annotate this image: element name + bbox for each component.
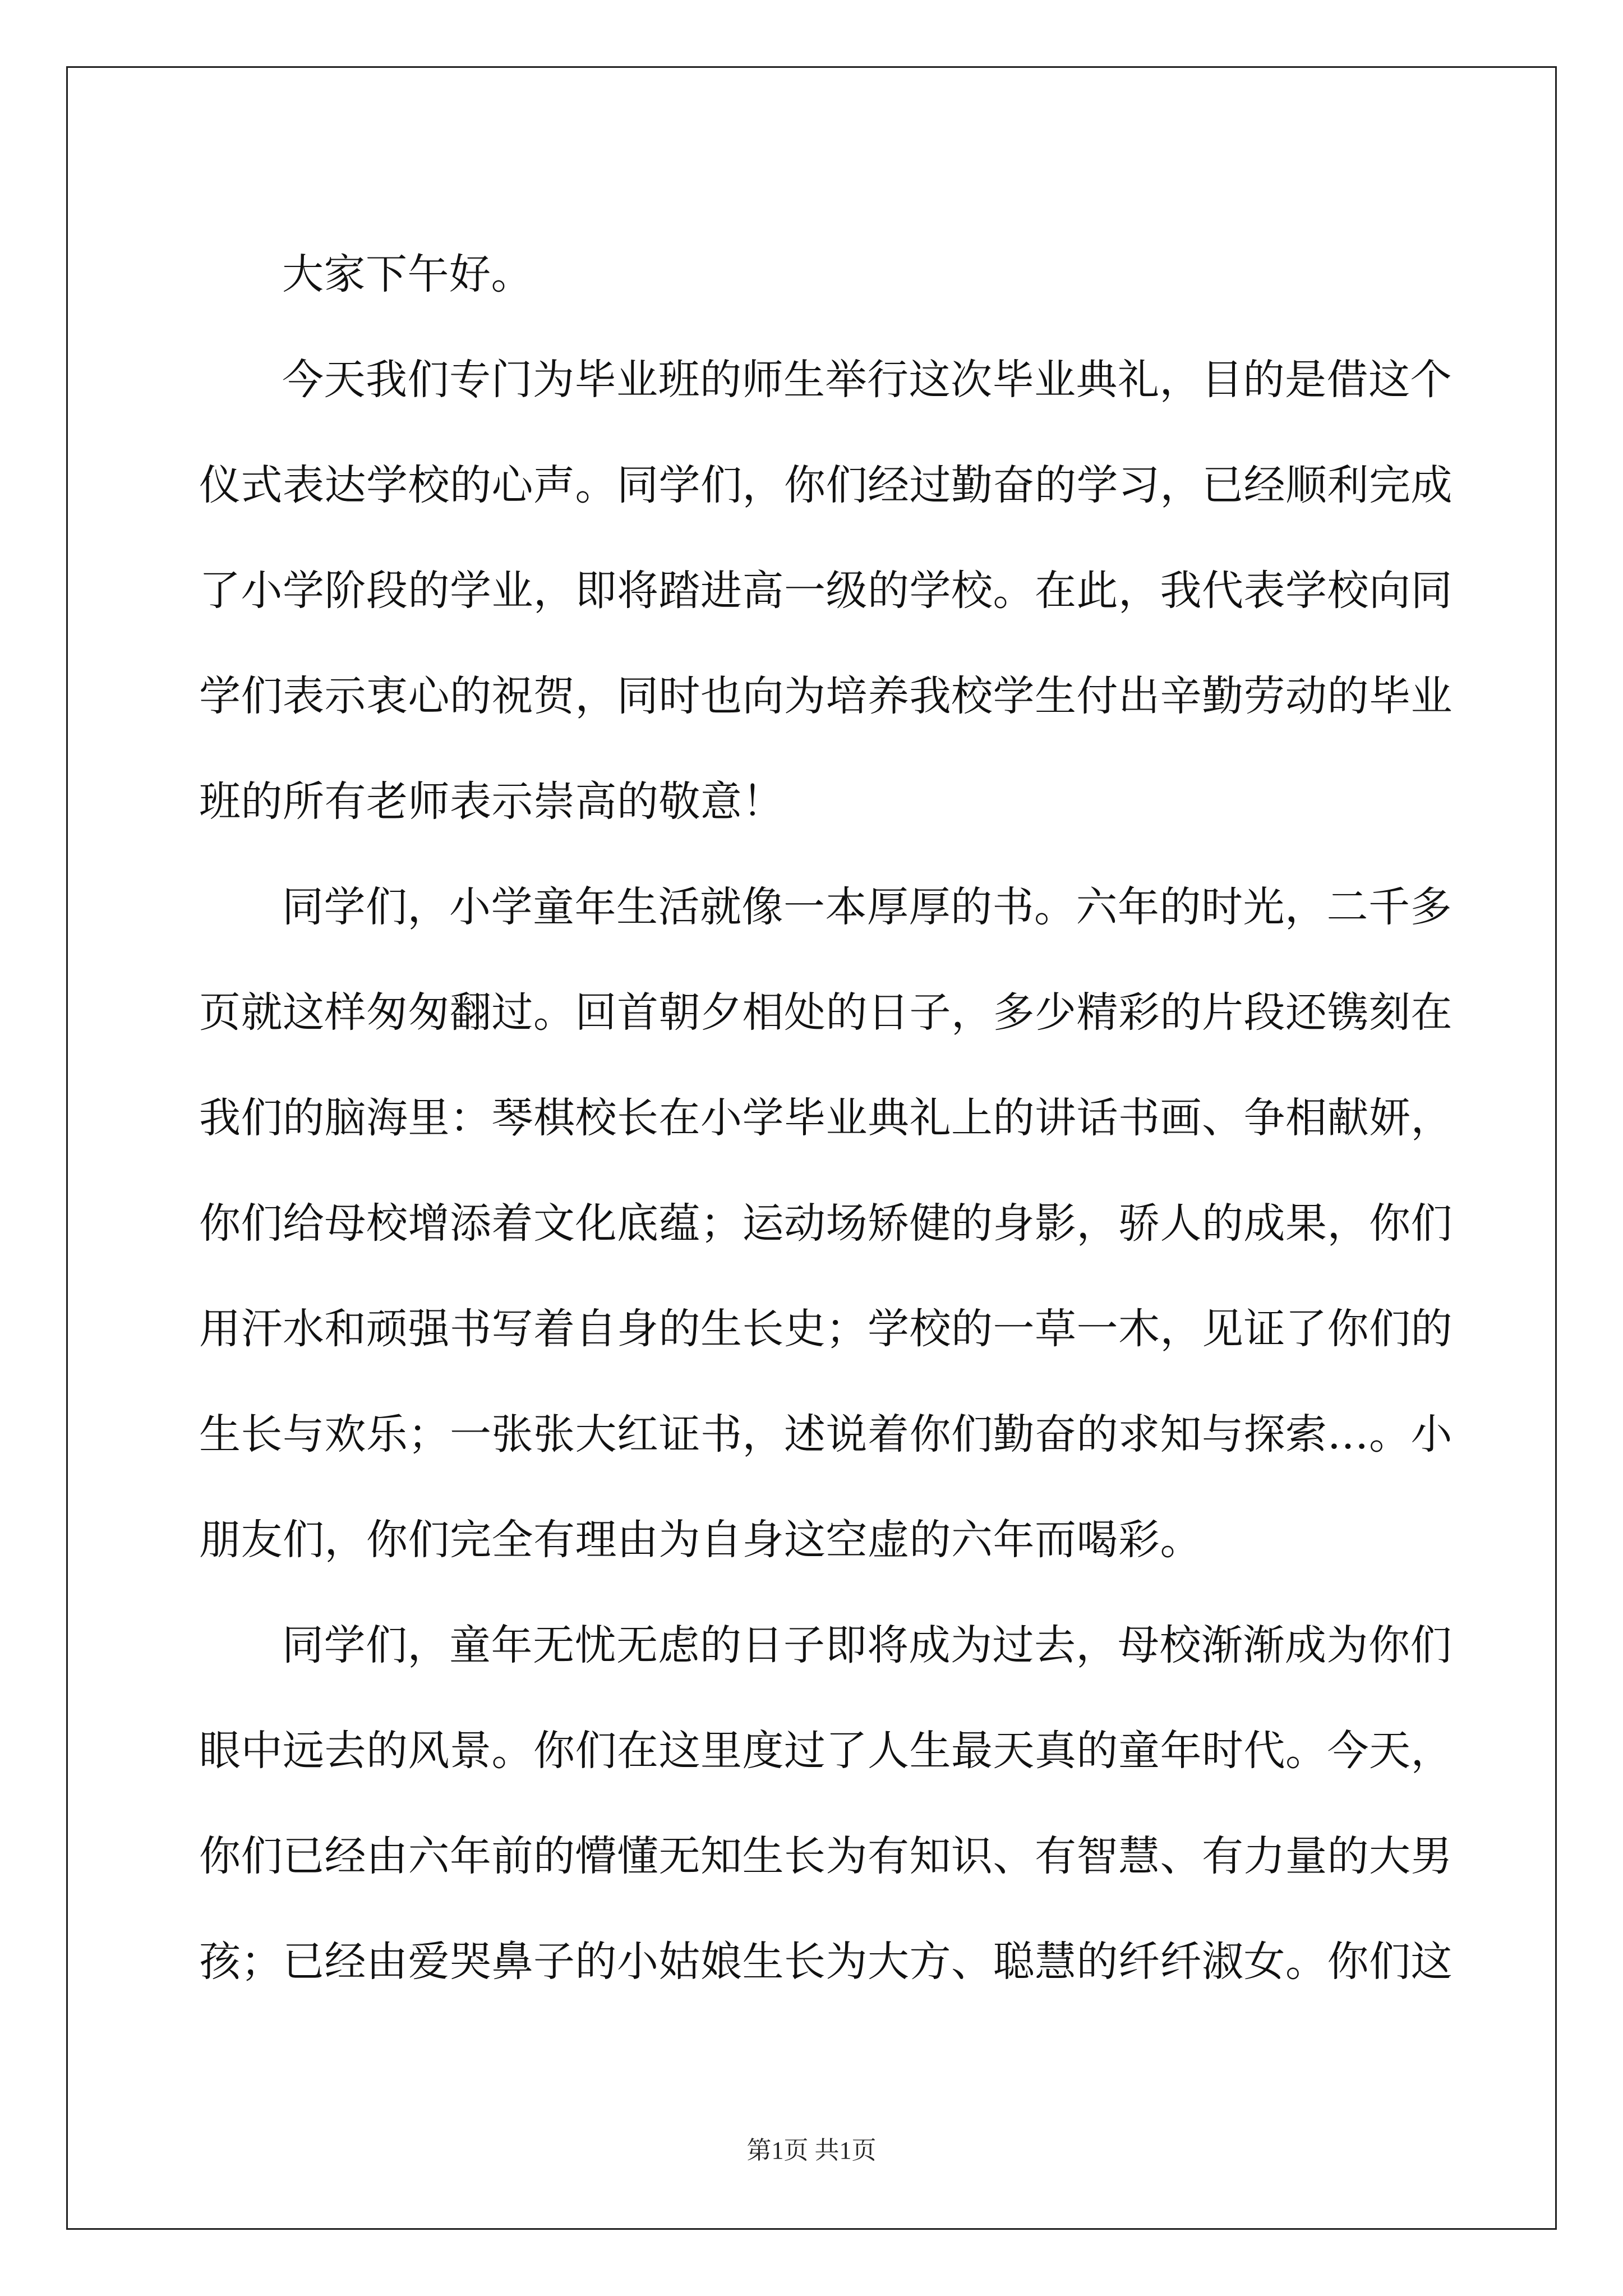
paragraph-line: 你们给母校增添着文化底蕴；运动场矫健的身影，骄人的成果，你们 — [199, 1199, 1453, 1248]
paragraph-line: 页就这样匆匆翻过。回首朝夕相处的日子，多少精彩的片段还镌刻在 — [199, 988, 1453, 1037]
paragraph-line: 同学们，小学童年生活就像一本厚厚的书。六年的时光，二千多 — [282, 883, 1452, 931]
paragraph-line: 用汗水和顽强书写着自身的生长史；学校的一草一木，见证了你们的 — [199, 1305, 1453, 1353]
paragraph-line: 学们表示衷心的祝贺，同时也向为培养我校学生付出辛勤劳动的毕业 — [199, 672, 1453, 720]
paragraph-line: 朋友们，你们完全有理由为自身这空虚的六年而喝彩。 — [199, 1516, 1202, 1564]
paragraph-line: 眼中远去的风景。你们在这里度过了人生最天真的童年时代。今天， — [199, 1727, 1453, 1775]
paragraph-line: 我们的脑海里：琴棋校长在小学毕业典礼上的讲话书画、争相献妍， — [199, 1094, 1453, 1142]
paragraph-line: 孩；已经由爱哭鼻子的小姑娘生长为大方、聪慧的纤纤淑女。你们这 — [199, 1938, 1453, 1986]
page-footer: 第1页 共1页 — [746, 2137, 877, 2164]
paragraph-line: 生长与欢乐；一张张大红证书，述说着你们勤奋的求知与探索…。小 — [199, 1410, 1453, 1458]
paragraph-line: 班的所有老师表示崇高的敬意！ — [199, 777, 784, 826]
paragraph-line: 今天我们专门为毕业班的师生举行这次毕业典礼，目的是借这个 — [282, 356, 1452, 404]
document-body — [199, 222, 1453, 2014]
paragraph-line: 了小学阶段的学业，即将踏进高一级的学校。在此，我代表学校向同 — [199, 567, 1453, 615]
paragraph-line: 大家下午好。 — [282, 250, 533, 298]
paragraph-line: 仪式表达学校的心声。同学们，你们经过勤奋的学习，已经顺利完成 — [199, 461, 1453, 509]
paragraph-line: 你们已经由六年前的懵懂无知生长为有知识、有智慧、有力量的大男 — [199, 1832, 1453, 1880]
paragraph-line: 同学们，童年无忧无虑的日子即将成为过去，母校渐渐成为你们 — [282, 1621, 1452, 1669]
